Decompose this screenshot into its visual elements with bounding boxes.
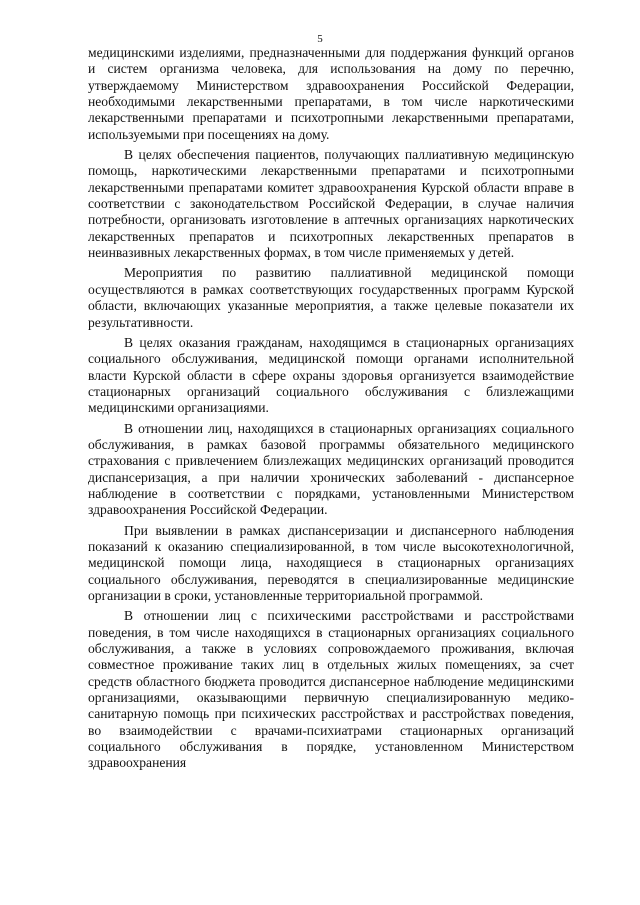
paragraph: При выявлении в рамках диспансеризации и диспансерного наблюдения показаний к оказанию специализированной, в том числе высокотехнологичной, медицинской помощи лица, находящиеся в стационарных организациях социального обслуживания, переводятся в специализированные медицинские организации в сроки, установленные территориальной программой. [88,522,574,603]
paragraph: В целях обеспечения пациентов, получающих паллиативную медицинскую помощь, наркотическими лекарственными препаратами и психотропными лекарственными препаратами комитет здравоохранения Курской области вправе в соответствии с законодательством Российской Федерации, в случае наличия потребности, организовать изготовление в аптечных организациях наркотических лекарственных препаратов и психотропных лекарственных препаратов в неинвазивных лекарственных формах, в том числе применяемых у детей. [88,147,574,261]
document-body [88,45,574,776]
paragraph-continuation: медицинскими изделиями, предназначенными для поддержания функций органов и систем организма человека, для использования на дому по перечню, утверждаемому Министерством здравоохранения Российской Федерации, необходимыми лекарственными препаратами, в том числе наркотическими лекарственными препаратами и психотропными лекарственными препаратами, используемыми при посещениях на дому. [88,45,574,142]
paragraph: В целях оказания гражданам, находящимся в стационарных организациях социального обслуживания, медицинской помощи органами исполнительной власти Курской области в сфере охраны здоровья организуется взаимодействие стационарных организаций социального обслуживания с близлежащими медицинскими организациями. [88,334,574,416]
paragraph: В отношении лиц с психическими расстройствами и расстройствами поведения, в том числе находящихся в стационарных организациях социального обслуживания, а также в условиях сопровождаемого проживания, включая совместное проживание таких лиц в отдельных жилых помещениях, за счет средств областного бюджета проводится диспансерное наблюдение медицинскими организациями, оказывающими первичную специализированную медико-санитарную помощь при психических расстройствах и расстройствах поведения, во взаимодействии с врачами-психиатрами стационарных организаций социального обслуживания в порядке, установленном Министерством здравоохранения [88,608,574,771]
page-number: 5 [317,33,323,45]
paragraph: Мероприятия по развитию паллиативной медицинской помощи осуществляются в рамках соответствующих государственных программ Курской области, включающих указанные мероприятия, а также целевые показатели их результативности. [88,265,574,330]
paragraph: В отношении лиц, находящихся в стационарных организациях социального обслуживания, в рамках базовой программы обязательного медицинского страхования с привлечением близлежащих медицинских организаций проводится диспансеризация, а при наличии хронических заболеваний - диспансерное наблюдение в соответствии с порядками, установленными Министерством здравоохранения Российской Федерации. [88,420,574,518]
